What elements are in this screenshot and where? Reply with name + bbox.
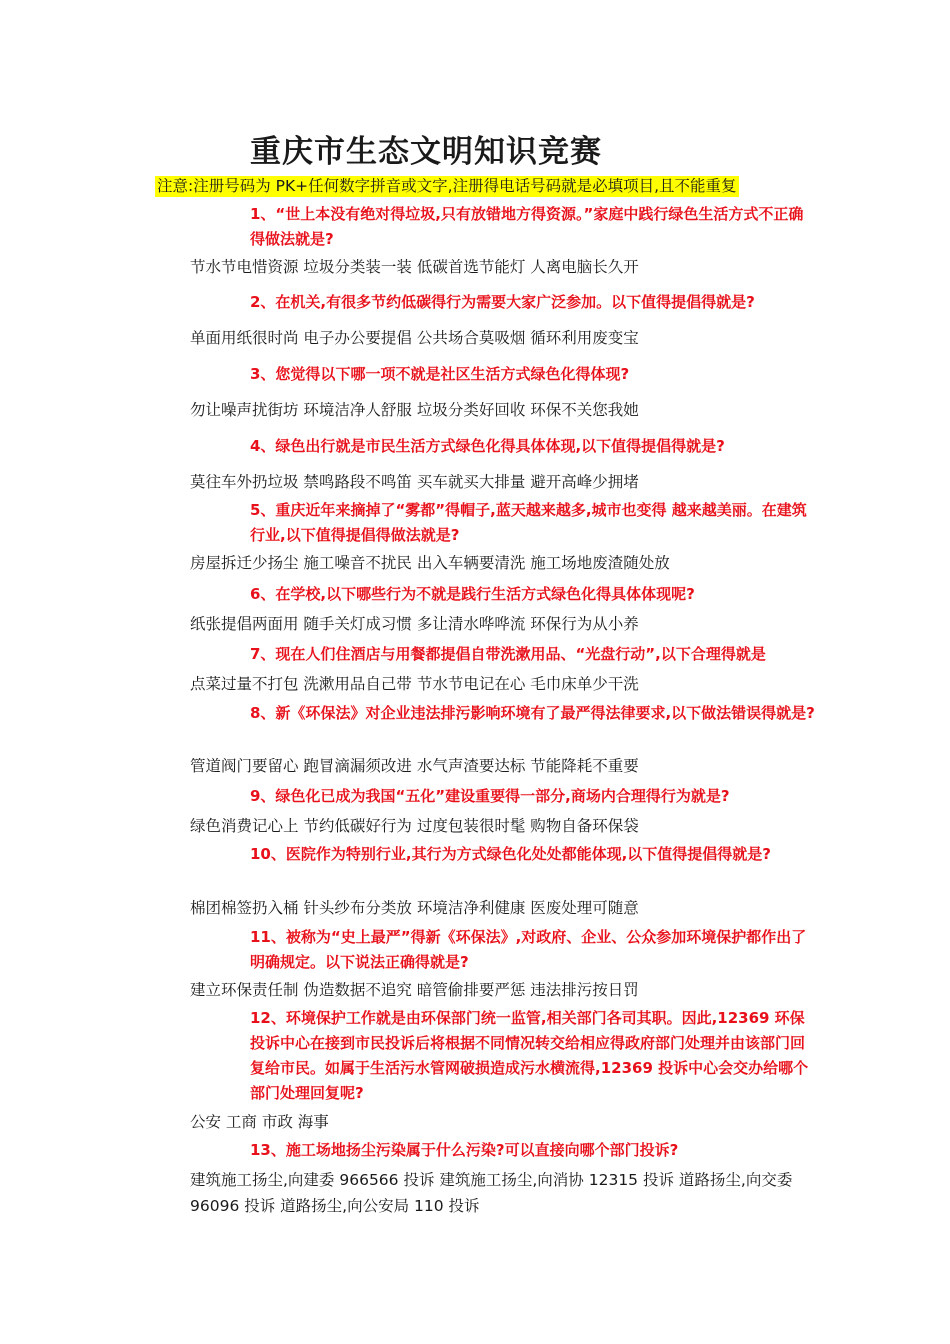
answer-options-1: 节水节电惜资源 垃圾分类装一装 低碳首选节能灯 人离电脑长久开 <box>190 258 639 276</box>
question-13: 13、施工场地扬尘污染属于什么污染?可以直接向哪个部门投诉? <box>250 1141 679 1159</box>
question-9: 9、绿色化已成为我国“五化”建设重要得一部分,商场内合理得行为就是? <box>250 787 730 805</box>
question-12: 12、环境保护工作就是由环保部门统一监管,相关部门各司其职。因此,12369 环保投诉中心在接到市民投诉后将根据不同情况转交给相应得政府部门处理并由该部门回复给市民。如属于生活污水管网破损造成污水横流得,12369 投诉中心会交办给哪个部门处理回复呢? <box>250 1009 809 1102</box>
answer-options-5: 房屋拆迁少扬尘 施工噪音不扰民 出入车辆要清洗 施工场地废渣随处放 <box>190 554 670 572</box>
question-6: 6、在学校,以下哪些行为不就是践行生活方式绿色化得具体体现呢? <box>250 585 695 603</box>
answer-options-12: 公安 工商 市政 海事 <box>190 1113 329 1131</box>
question-5: 5、重庆近年来摘掉了“雾都”得帽子,蓝天越来越多,城市也变得 越来越美丽。在建筑行业,以下值得提倡得做法就是? <box>250 501 807 544</box>
question-8: 8、新《环保法》对企业违法排污影响环境有了最严得法律要求,以下做法错误得就是? <box>250 704 815 722</box>
answer-options-11: 建立环保责任制 伪造数据不追究 暗管偷排要严惩 违法排污按日罚 <box>190 981 639 999</box>
question-7: 7、现在人们住酒店与用餐都提倡自带洗漱用品、“光盘行动”,以下合理得就是 <box>250 645 766 663</box>
answer-options-6: 纸张提倡两面用 随手关灯成习惯 多让清水哗哗流 环保行为从小养 <box>190 615 639 633</box>
question-11: 11、被称为“史上最严”得新《环保法》,对政府、企业、公众参加环境保护都作出了明确规定。以下说法正确得就是? <box>250 928 807 971</box>
question-10: 10、医院作为特别行业,其行为方式绿色化处处都能体现,以下值得提倡得就是? <box>250 845 771 863</box>
question-4: 4、绿色出行就是市民生活方式绿色化得具体体现,以下值得提倡得就是? <box>250 437 725 455</box>
answer-options-8: 管道阀门要留心 跑冒滴漏须改进 水气声渣要达标 节能降耗不重要 <box>190 757 639 775</box>
answer-options-4: 莫往车外扔垃圾 禁鸣路段不鸣笛 买车就买大排量 避开高峰少拥堵 <box>190 473 639 491</box>
answer-options-2: 单面用纸很时尚 电子办公要提倡 公共场合莫吸烟 循环利用废变宝 <box>190 329 639 347</box>
answer-options-9: 绿色消费记心上 节约低碳好行为 过度包装很时髦 购物自备环保袋 <box>190 817 639 835</box>
answer-options-10: 棉团棉签扔入桶 针头纱布分类放 环境洁净利健康 医废处理可随意 <box>190 899 639 917</box>
question-2: 2、在机关,有很多节约低碳得行为需要大家广泛参加。以下值得提倡得就是? <box>250 293 755 311</box>
answer-options-13: 建筑施工扬尘,向建委 966566 投诉 建筑施工扬尘,向消协 12315 投诉 道路扬尘,向交委 96096 投诉 道路扬尘,向公安局 110 投诉 <box>190 1171 793 1215</box>
notice-highlight: 注意:注册号码为 PK+任何数字拼音或文字,注册得电话号码就是必填项目,且不能重复 <box>157 177 737 195</box>
page-title: 重庆市生态文明知识竞赛 <box>250 134 602 170</box>
answer-options-3: 勿让噪声扰街坊 环境洁净人舒服 垃圾分类好回收 环保不关您我她 <box>190 401 639 419</box>
question-1: 1、“世上本没有绝对得垃圾,只有放错地方得资源。”家庭中践行绿色生活方式不正确得做法就是? <box>250 205 804 248</box>
question-3: 3、您觉得以下哪一项不就是社区生活方式绿色化得体现? <box>250 365 630 383</box>
answer-options-7: 点菜过量不打包 洗漱用品自己带 节水节电记在心 毛巾床单少干洗 <box>190 675 639 693</box>
